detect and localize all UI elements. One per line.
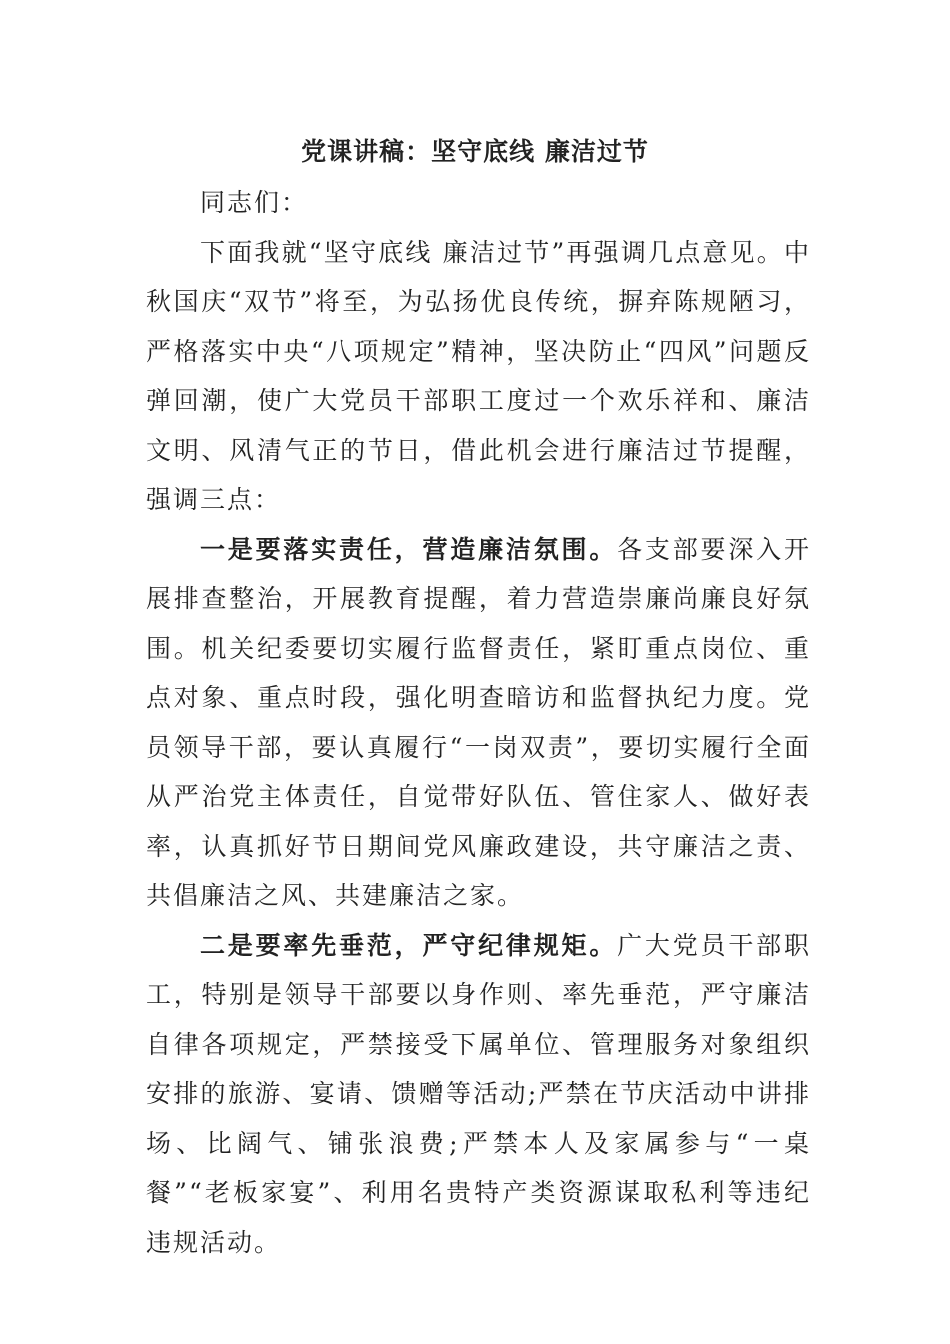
point-lead-1: 一是要落实责任，营造廉洁氛围。 xyxy=(200,534,618,564)
salutation: 同志们： xyxy=(200,188,309,217)
document-body xyxy=(146,178,811,1267)
intro-paragraph: 下面我就“坚守底线 廉洁过节”再强调几点意见。中秋国庆“双节”将至，为弘扬优良传统，摒弃陈规陋习，严格落实中央“八项规定”精神，坚决防止“四风”问题反弹回潮，使广大党员干部职工度过一个欢乐祥和、廉洁文明、风清气正的节日，借此机会进行廉洁过节提醒，强调三点： xyxy=(146,237,812,514)
document-title: 党课讲稿：坚守底线 廉洁过节 xyxy=(301,137,649,166)
point-paragraph-2 xyxy=(146,921,811,1268)
point-paragraph-1 xyxy=(146,525,811,921)
point-lead-2: 二是要率先垂范，严守纪律规矩。 xyxy=(200,930,618,960)
point-text-1: 各支部要深入开展排查整治，开展教育提醒，着力营造崇廉尚廉良好氛围。机关纪委要切实履行监督责任，紧盯重点岗位、重点对象、重点时段，强化明查暗访和监督执纪力度。党员领导干部，要认真履行“一岗双责”，要切实履行全面从严治党主体责任，自觉带好队伍、管住家人、做好表率，认真抓好节日期间党风廉政建设，共守廉洁之责、共倡廉洁之风、共建廉洁之家。 xyxy=(146,534,811,910)
point-text-2: 广大党员干部职工，特别是领导干部要以身作则、率先垂范，严守廉洁自律各项规定，严禁接受下属单位、管理服务对象组织安排的旅游、宴请、馈赠等活动;严禁在节庆活动中讲排场、比阔气、铺张浪费;严禁本人及家属参与“一桌餐”“老板家宴”、利用名贵特产类资源谋取私利等违纪违规活动。 xyxy=(146,930,811,1257)
